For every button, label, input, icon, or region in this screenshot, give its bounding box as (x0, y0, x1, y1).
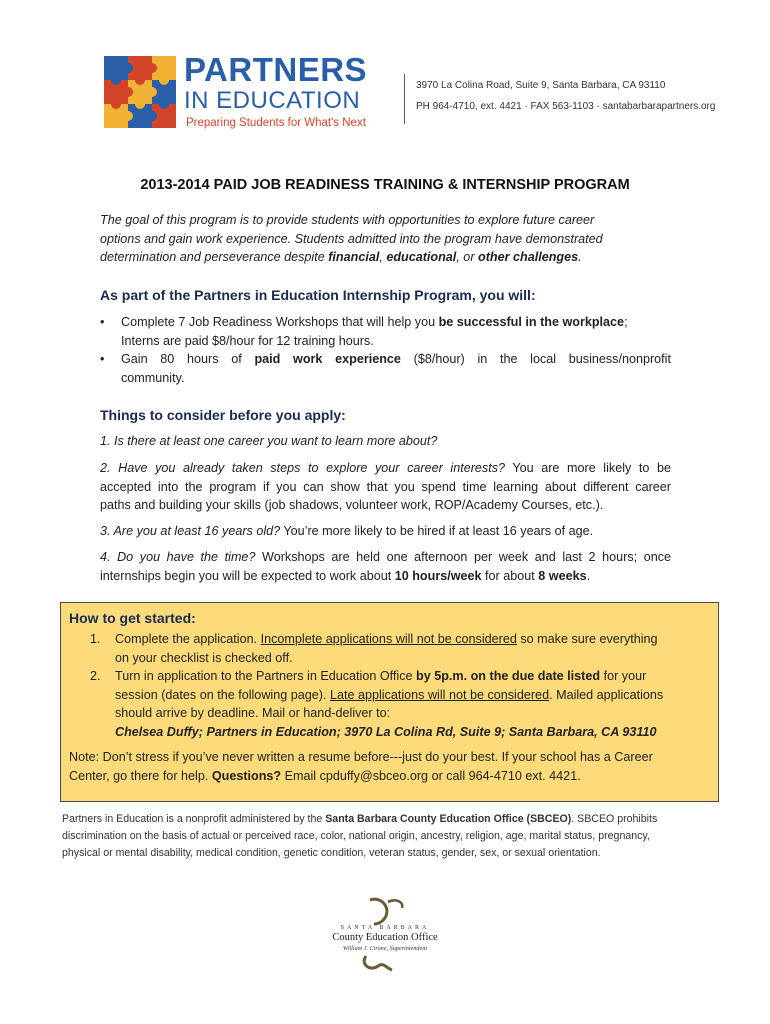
step-text: . Mailed applications (549, 687, 664, 702)
intro-text: , (379, 250, 387, 264)
bullet-text: ($8/hour) in the local business/nonprofit (400, 352, 671, 366)
intro-paragraph (100, 211, 671, 267)
consider-q2 (100, 459, 671, 515)
consider-q1: 1. Is there at least one career you want to learn more about? (100, 434, 438, 448)
bullet-line: community. (121, 370, 185, 385)
consider-question: 3. Are you at least 16 years old? (100, 524, 281, 538)
footer-text: . SBCEO prohibits (571, 813, 658, 825)
document-title: 2013-2014 PAID JOB READINESS TRAINING & INTERNSHIP PROGRAM (140, 177, 630, 193)
consider-line (100, 459, 671, 478)
intro-text: . (578, 250, 582, 264)
footer-line-3: physical or mental disability, medical condition, genetic condition, veteran status, gender, sex, or sexual orientation. (62, 847, 601, 859)
step-number: 2. (90, 669, 101, 683)
footer-emphasis: Santa Barbara County Education Office (SBCEO) (325, 813, 572, 825)
logo-tagline: Preparing Students for What's Next (186, 117, 366, 129)
program-heading: As part of the Partners in Education Internship Program, you will: (100, 287, 536, 303)
intro-line: options and gain work experience. Students admitted into the program have demonstrated (100, 231, 603, 246)
bullet-icon: • (100, 352, 105, 366)
header-address: 3970 La Colina Road, Suite 9, Santa Barbara, CA 93110 (416, 80, 666, 91)
consider-q4 (100, 548, 671, 585)
consider-line (100, 548, 671, 567)
intro-emphasis-financial: financial (328, 250, 380, 264)
consider-emphasis: 10 hours/week (394, 568, 482, 583)
note-line (69, 767, 714, 786)
header-divider (404, 74, 405, 124)
logo-name-line2: IN EDUCATION (184, 87, 361, 114)
program-bullet-1 (100, 313, 671, 350)
step-underline: Incomplete applications will not be considered (260, 632, 517, 646)
intro-line: The goal of this program is to provide students with opportunities to explore future career (100, 213, 595, 227)
step-number: 1. (90, 632, 101, 646)
bullet-line: Interns are paid $8/hour for 12 training hours. (121, 333, 374, 348)
mailing-address: Chelsea Duffy; Partners in Education; 3970 La Colina Rd, Suite 9; Santa Barbara, CA 93110 (115, 724, 657, 739)
consider-question: 2. Have you already taken steps to explore your career interests? (100, 461, 505, 475)
bullet-emphasis: be successful in the workplace (438, 315, 625, 329)
consider-question: 4. Do you have the time? (100, 550, 256, 564)
header-contact: PH 964-4710, ext. 4421 · FAX 563-1103 · santabarbarapartners.org (416, 101, 716, 112)
intro-emphasis-educational: educational (386, 250, 457, 264)
step-line (115, 686, 709, 705)
intro-text: determination and perseverance despite (100, 250, 329, 264)
intro-text: , or (456, 250, 479, 264)
consider-text: Workshops are held one afternoon per week and last 2 hours; once (255, 550, 672, 564)
bullet-text: ; (624, 315, 628, 329)
step-emphasis: by 5p.m. on the due date listed (416, 669, 601, 683)
howto-step-2 (69, 667, 709, 743)
bullet-text: Gain 80 hours of (121, 352, 255, 366)
step-text: session (dates on the following page). (115, 687, 330, 702)
footer-line-2: discrimination on the basis of actual or perceived race, color, national origin, ancestry, religion, age, marital status, pregnancy, (62, 830, 650, 842)
howto-heading: How to get started: (69, 610, 196, 626)
note-text: Center, go there for help. (69, 768, 212, 783)
logo-name-line1: PARTNERS (184, 51, 368, 88)
sbceo-logo (330, 894, 440, 974)
bullet-emphasis: paid work experience (254, 352, 401, 366)
note-emphasis: Questions? (211, 768, 282, 783)
consider-q3 (100, 522, 671, 541)
consider-text: for about (481, 568, 539, 583)
consider-text: You’re more likely to be hired if at least 16 years of age. (280, 524, 594, 538)
step-line (115, 630, 709, 649)
sbceo-logo-line3: William J. Cirone, Superintendent (342, 945, 428, 952)
program-bullet-2 (100, 350, 671, 387)
bullet-icon: • (100, 315, 105, 329)
step-text: Turn in application to the Partners in Education Office (115, 669, 417, 683)
sbceo-logo-line1: SANTA BARBARA (340, 925, 430, 931)
step-text: so make sure everything (516, 632, 658, 646)
step-text: for your (600, 669, 647, 683)
sbceo-logo-line2: County Education Office (332, 932, 438, 943)
consider-text: internships begin you will be expected to work about (100, 568, 395, 583)
bullet-line (121, 350, 671, 369)
consider-line: paths and building your skills (job shadows, volunteer work, ROP/Academy Courses, etc.). (100, 498, 604, 512)
footer-line-1 (62, 811, 657, 827)
intro-line (100, 248, 671, 267)
bullet-text: Complete 7 Job Readiness Workshops that will help you (121, 315, 439, 329)
how-to-get-started-box (60, 602, 719, 802)
step-underline: Late applications will not be considered (329, 687, 550, 702)
step-line: on your checklist is checked off. (115, 650, 293, 665)
consider-text: . (586, 568, 591, 583)
note-line: Note: Don’t stress if you’ve never written a resume before---just do your best. If your school has a Career (69, 750, 653, 764)
consider-line: accepted into the program if you can show that you spend time learning about different career (100, 479, 671, 494)
footer-text: Partners in Education is a nonprofit administered by the (62, 813, 326, 825)
consider-line (100, 567, 671, 586)
howto-step-1 (69, 630, 709, 668)
note-text: Email cpduffy@sbceo.org or call 964-4710 ext. 4421. (281, 768, 581, 783)
step-text: Complete the application. (115, 632, 261, 646)
bullet-line (121, 313, 671, 332)
step-line (115, 667, 709, 686)
step-line: should arrive by deadline. Mail or hand-deliver to: (115, 706, 391, 720)
intro-emphasis-other: other challenges (478, 250, 579, 264)
partners-puzzle-logo (104, 56, 176, 128)
consider-text: You are more likely to be (505, 461, 672, 475)
consider-heading: Things to consider before you apply: (100, 407, 346, 423)
consider-emphasis: 8 weeks (538, 568, 587, 583)
howto-note (69, 748, 714, 785)
